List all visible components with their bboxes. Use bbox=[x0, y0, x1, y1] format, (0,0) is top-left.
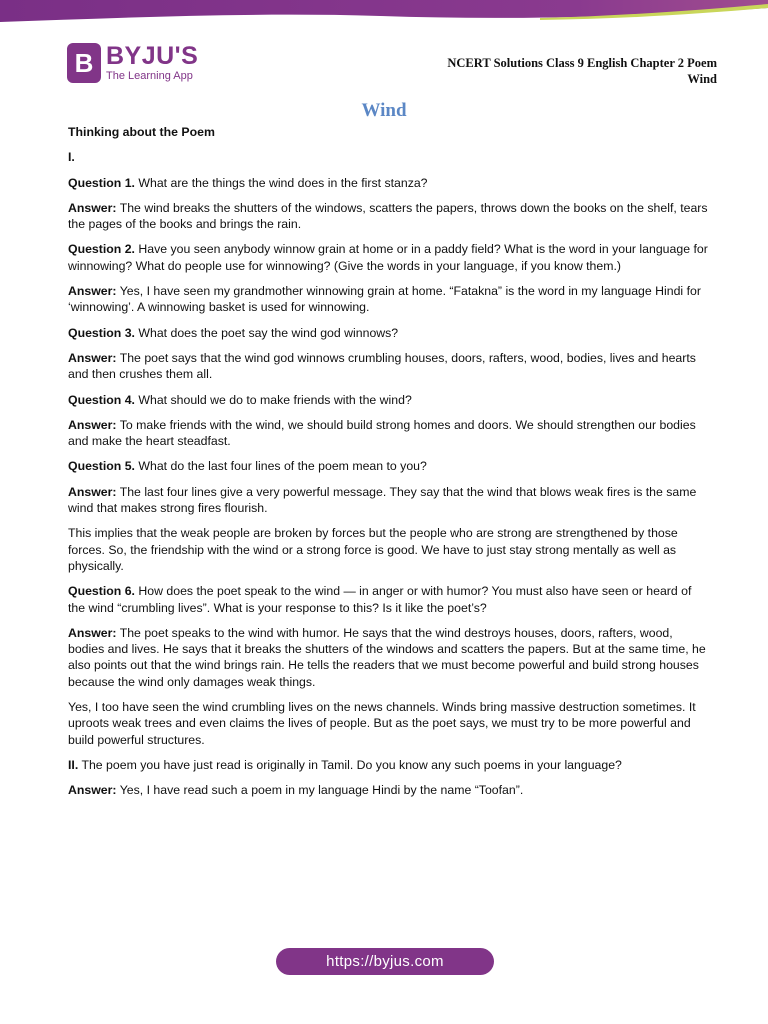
question-4: Question 4. What should we do to make friends with the wind? bbox=[68, 392, 412, 407]
logo-name: BYJU'S bbox=[106, 42, 199, 70]
answer-5: Answer: The last four lines give a very powerful message. They say that the wind that blows weak fires is the same wind that makes strong fires flourish. bbox=[68, 484, 697, 516]
page-title: Wind bbox=[361, 100, 407, 121]
answer-5-paragraph-2: This implies that the weak people are broken by forces but the people who are strong are strengthened by those forces. So, the friendship with the wind or a strong force is good. We have to just stay strong mentally as well as physically. bbox=[68, 526, 678, 573]
answer-4: Answer: To make friends with the wind, we should build strong homes and doors. We should strengthen our bodies and make the heart steadfast. bbox=[68, 417, 696, 449]
answer-2: Answer: Yes, I have seen my grandmother winnowing grain at home. “Fatakna” is the word in my language Hindi for ‘winnowing’. A winnowing basket is used for winnowing. bbox=[68, 284, 701, 315]
byjus-logo bbox=[67, 43, 198, 83]
header-line-2: Wind bbox=[687, 72, 717, 86]
document-body bbox=[68, 124, 708, 808]
logo-tagline: The Learning App bbox=[106, 70, 193, 82]
top-decorative-band bbox=[0, 0, 768, 24]
footer-url-link[interactable]: https://byjus.com bbox=[276, 948, 494, 975]
question-6: Question 6. How does the poet speak to the wind — in anger or with humor? You must also have seen or heard of the wind “crumbling lives”. What is your response to this? Is it like the poet’s? bbox=[68, 584, 692, 615]
answer-7: Answer: Yes, I have read such a poem in my language Hindi by the name “Toofan”. bbox=[68, 783, 524, 798]
answer-6: Answer: The poet speaks to the wind with humor. He says that the wind destroys houses, doors, rafters, wood, bodies and lives. He says that it breaks the shutters of the windows and scatters the papers. But at the same time, he also points out that the wind brings rain. He tells the readers that we must become powerful and build strong houses because the wind only damages weak things. bbox=[68, 625, 706, 689]
answer-1: Answer: The wind breaks the shutters of the windows, scatters the papers, throws down the books on the shelf, tears the pages of the books and brings the rain. bbox=[68, 200, 708, 232]
question-5: Question 5. What do the last four lines of the poem mean to you? bbox=[68, 459, 427, 474]
answer-3: Answer: The poet says that the wind god winnows crumbling houses, doors, rafters, wood, bodies, lives and hearts and then crushes them all. bbox=[68, 350, 696, 382]
part-heading: I. bbox=[68, 150, 75, 165]
question-7: II. The poem you have just read is originally in Tamil. Do you know any such poems in your language? bbox=[68, 757, 622, 772]
document-header bbox=[447, 55, 717, 87]
section-heading: Thinking about the Poem bbox=[68, 125, 215, 139]
logo-badge-icon: B bbox=[67, 43, 101, 83]
answer-6-paragraph-2: Yes, I too have seen the wind crumbling lives on the news channels. Winds bring massive destruction sometimes. It uproots weak trees and even claims the lives of people. But as the poet says, we must try to be more powerful and build powerful structures. bbox=[68, 700, 696, 747]
question-1: Question 1. What are the things the wind does in the first stanza? bbox=[68, 175, 428, 190]
question-2: Question 2. Have you seen anybody winnow grain at home or in a paddy field? What is the word in your language for winnowing? What do people use for winnowing? (Give the words in your language, if you know them.) bbox=[68, 242, 708, 273]
question-3: Question 3. What does the poet say the wind god winnows? bbox=[68, 325, 399, 340]
header-line-1: NCERT Solutions Class 9 English Chapter 2 Poem bbox=[447, 56, 717, 70]
